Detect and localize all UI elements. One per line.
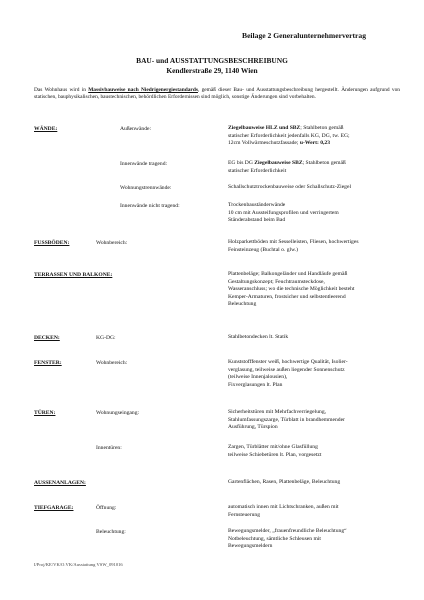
value-terrassen: Plattenbeläge; Balkongeländer und Handläufe gemäß Gestaltungskonzept; Feuchtraumsteckdose, Wasseranschluss; wo die technische Möglichkeit besteht Kemper-Armaturen, frostsicher und selbstentleerend Beleuchtung	[228, 271, 355, 308]
section-waende-heading: WÄNDE:	[34, 126, 58, 132]
header-title: Beilage 2 Generalunternehmervertrag	[242, 31, 366, 40]
label-fenster-wohnbereich: Wohnbereich:	[96, 360, 128, 366]
value-decken: Stahlbetondecken lt. Statik	[228, 334, 289, 340]
label-decken-kgdg: KG-DG:	[96, 335, 116, 341]
label-innentueren: Innentüren:	[96, 445, 122, 451]
footer-path: I/Proj/KE/VK/O.VK/Ausstattung VSW_091016	[34, 562, 123, 567]
value-fussboeden: Holzparkettböden mit Sesselleisten, Fliesen, hochwertiges Feinsteinzeug (Buchtal o. glw.)	[228, 239, 359, 253]
label-oeffnung: Öffnung:	[96, 505, 117, 511]
value-beleuchtung: Bewegungsmelder, „frauenfreundliche Beleuchtung“ Notbeleuchtung, sämtliche Schleusen mit Bewegungsmeldern	[228, 528, 347, 550]
label-beleuchtung: Beleuchtung:	[96, 529, 126, 535]
section-aussenanlagen-heading: AUSSENANLAGEN:	[34, 480, 86, 486]
section-tueren-heading: TÜREN:	[34, 410, 56, 416]
intro-emphasis: Massivbauweise nach Niedrigenergiestandards	[88, 87, 198, 93]
label-wohnungseingang: Wohnungseingang:	[96, 410, 140, 416]
value-wohnungseingang: Sicherheitstüren mit Mehrfachverriegelung, Stahlumfassungszarge, Türblatt in brandhemmender Ausführung, Türspion	[228, 409, 345, 431]
label-wohnungstrennwaende: Wohnungstrennwände:	[120, 185, 172, 191]
value-aussenwaende: Ziegelbauweise HLZ und SBZ; Stahlbeton gemäß statischer Erforderlichkeit jedenfalls KG, DG, tw. EG; 12cm Vollwärmeschutzfassade; u-Wert: 0,23	[228, 125, 350, 147]
section-tiefgarage-heading: TIEFGARAGE:	[34, 505, 74, 511]
section-terrassen-heading: TERRASSEN UND BALKONE:	[34, 272, 113, 278]
doc-title: BAU- und AUSSTATTUNGSBESCHREIBUNG	[136, 56, 288, 65]
label-fussboeden-wohnbereich: Wohnbereich:	[96, 240, 128, 246]
value-innentueren: Zargen, Türblätter mit/ohne Glasfüllung teilweise Schiebetüren lt. Plan, vorgesetzt	[228, 444, 322, 458]
section-decken-heading: DECKEN:	[34, 335, 60, 341]
value-oeffnung: automatisch innen mit Lichtschranken, außen mit Fernsteuerung	[228, 504, 339, 518]
label-innenwaende-nicht-tragend: Innenwände nicht tragend:	[120, 203, 180, 209]
value-innenwaende-nicht-tragend: Trockenbauständerwände 10 cm mit Aussteifungsprofilen und verringertem Ständerabstand beim Bad	[228, 202, 339, 224]
label-innenwaende-tragend: Innenwände tragend:	[120, 161, 168, 167]
value-aussenanlagen: Gartenflächen, Rasen, Plattenbeläge, Beleuchtung	[228, 479, 341, 485]
section-fussboeden-heading: FUSSBÖDEN:	[34, 240, 70, 246]
doc-address: Kendlerstraße 29, 1140 Wien	[166, 66, 258, 75]
intro-paragraph: Das Wohnhaus wird in Massivbauweise nach Niedrigenergiestandards, gemäß dieser Bau- und Ausstattungsbeschreibung hergestellt. Änderungen aufgrund von statischen, bauphysikalischen, baustechnischen, behördlichen Erfordernissen sind möglich, sonstige Änderungen sind vorbehalten.	[34, 87, 400, 101]
section-fenster-heading: FENSTER:	[34, 360, 62, 366]
value-innenwaende-tragend: EG bis DG Ziegelbauweise SBZ; Stahlbeton gemäß statischer Erforderlichkeit	[228, 160, 346, 174]
label-aussenwaende: Außenwände:	[120, 126, 152, 132]
value-wohnungstrennwaende: Schallschutztrockenbauweise oder Schallschutz-Ziegel	[228, 184, 352, 190]
value-fenster: Kunststofffenster weiß, hochwertige Qualität, Isolier- verglasung, teilweise außen liegender Sonnenschutz (teilweise Innenjalousien), Fixverglasungen lt. Plan	[228, 359, 348, 388]
